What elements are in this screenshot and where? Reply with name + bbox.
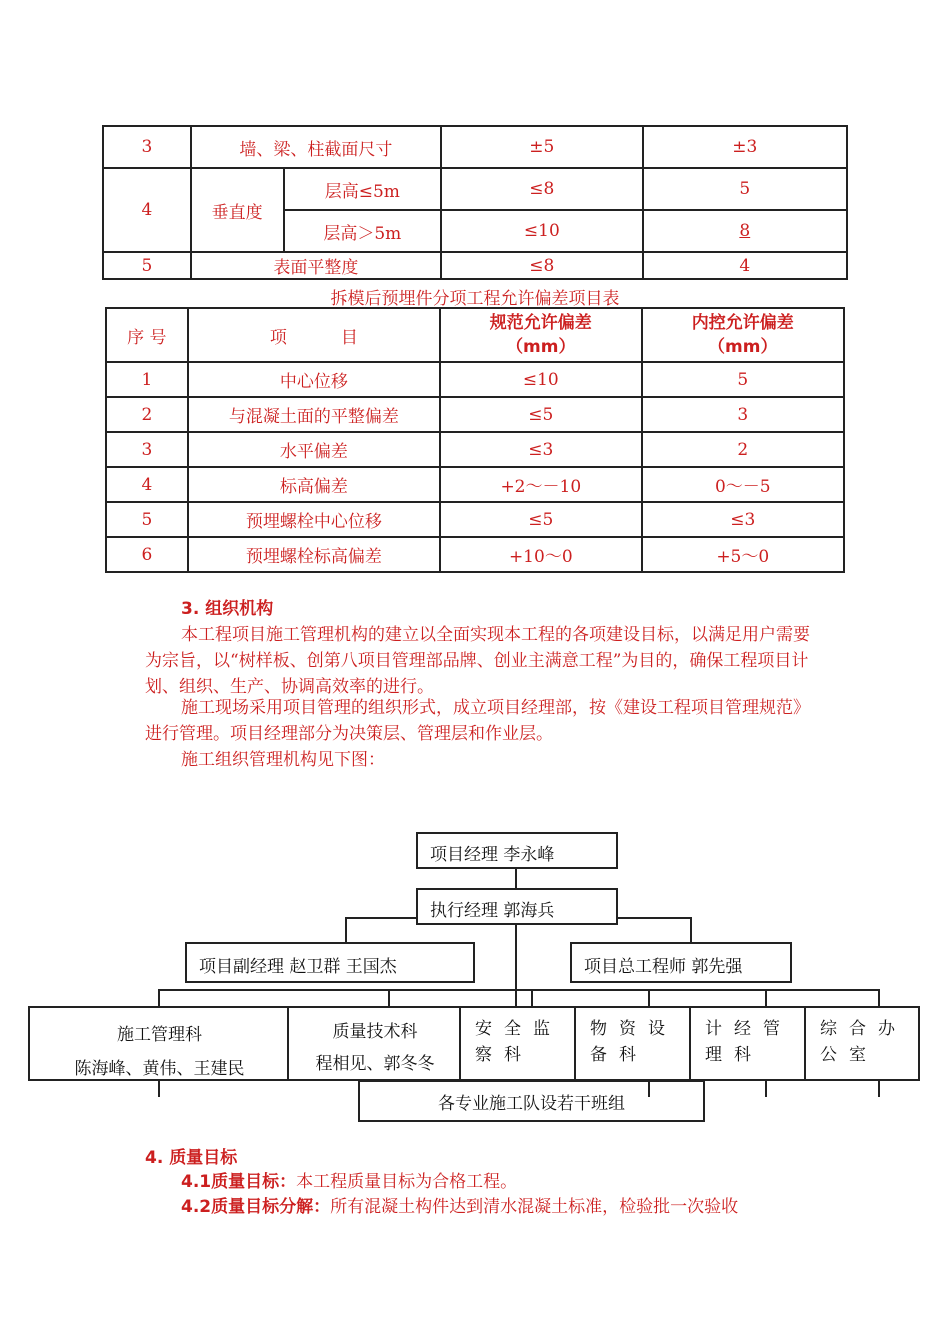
- tolerance-table-2: [105, 307, 845, 573]
- row-ctrl: 8: [643, 210, 847, 252]
- row-item: 墙、梁、柱截面尺寸: [191, 126, 441, 168]
- quality-goal-line-2: [181, 1194, 821, 1220]
- quality-goal-breakdown-label: 4.2质量目标分解：: [181, 1197, 331, 1217]
- header-item: 项 目: [188, 308, 440, 362]
- row-item: 标高偏差: [188, 467, 440, 502]
- row-no: 3: [106, 432, 188, 467]
- section-4-heading: 4. 质量目标: [145, 1148, 238, 1168]
- dept-name: 质量技术科: [332, 1022, 418, 1042]
- dept-materials-equipment: 物资设备科: [574, 1006, 691, 1081]
- org-team-drop: [648, 1081, 650, 1097]
- dept-planning-economics: 计经管理科: [689, 1006, 806, 1081]
- row-std: ≤10: [441, 210, 642, 252]
- org-connector-depts: [158, 989, 880, 991]
- row-ctrl: 3: [642, 397, 844, 432]
- row-no: 1: [106, 362, 188, 397]
- section-3-paragraph-2: 施工现场采用项目管理的组织形式，成立项目经理部，按《建设工程项目管理规范》进行管理。项目经理部分为决策层、管理层和作业层。: [145, 698, 810, 744]
- row-ctrl: +5～0: [642, 537, 844, 572]
- row-no: 6: [106, 537, 188, 572]
- row-std: ≤3: [440, 432, 641, 467]
- row-item: 预埋螺栓标高偏差: [188, 537, 440, 572]
- org-connector-left-drop: [345, 917, 347, 943]
- org-connector-right-drop: [690, 917, 692, 943]
- org-team-drop: [765, 1081, 767, 1097]
- org-team-drop: [158, 1081, 160, 1097]
- row-ctrl: ≤3: [642, 502, 844, 537]
- row-ctrl: 4: [643, 252, 847, 279]
- row-no: 5: [106, 502, 188, 537]
- row-no: 4: [103, 168, 191, 252]
- row-ctrl: 5: [643, 168, 847, 210]
- row-std: ≤10: [440, 362, 641, 397]
- table-caption: 拆模后预埋件分项工程允许偏差项目表: [330, 289, 620, 309]
- org-team-drop: [878, 1081, 880, 1097]
- row-item: 预埋螺栓中心位移: [188, 502, 440, 537]
- row-std: +2～－10: [440, 467, 641, 502]
- dept-quality-technology: [287, 1006, 461, 1081]
- row-no: 2: [106, 397, 188, 432]
- tolerance-table-1: [102, 125, 848, 280]
- deputy-manager-box: 项目副经理 赵卫群 王国杰: [185, 942, 475, 983]
- quality-goal-text: 本工程质量目标为合格工程。: [296, 1172, 518, 1192]
- quality-goal-label: 4.1质量目标：: [181, 1172, 297, 1192]
- dept-people: 程相见、郭冬冬: [315, 1054, 435, 1074]
- row-ctrl: 0～－5: [642, 467, 844, 502]
- row-ctrl: ±3: [643, 126, 847, 168]
- row-ctrl: 2: [642, 432, 844, 467]
- row-std: +10～0: [440, 537, 641, 572]
- row-item: 垂直度: [191, 168, 284, 252]
- row-item: 中心位移: [188, 362, 440, 397]
- header-ctrl: 内控允许偏差 （mm）: [642, 308, 844, 362]
- row-item: 与混凝土面的平整偏差: [188, 397, 440, 432]
- row-item: 表面平整度: [191, 252, 441, 279]
- row-sub: 层高≤5m: [284, 168, 442, 210]
- row-no: 5: [103, 252, 191, 279]
- quality-goal-line-1: [181, 1169, 821, 1195]
- row-std: ≤8: [441, 252, 642, 279]
- section-3-heading: 3. 组织机构: [181, 599, 274, 619]
- dept-general-office: 综合办公室: [804, 1006, 920, 1081]
- construction-teams-box: 各专业施工队设若干班组: [358, 1080, 705, 1122]
- dept-name: 施工管理科: [117, 1025, 202, 1045]
- dept-people: 陈海峰、黄伟、王建民: [74, 1059, 245, 1079]
- row-no: 4: [106, 467, 188, 502]
- executive-manager-box: 执行经理 郭海兵: [416, 888, 618, 925]
- row-no: 3: [103, 126, 191, 168]
- dept-construction-management: [28, 1006, 289, 1081]
- row-sub: 层高＞5m: [284, 210, 442, 252]
- quality-goal-breakdown-text: 所有混凝土构件达到清水混凝土标准，检验批一次验收: [330, 1197, 739, 1217]
- header-no: 序 号: [106, 308, 188, 362]
- project-manager-box: 项目经理 李永峰: [416, 832, 618, 869]
- row-std: ≤5: [440, 502, 641, 537]
- header-std: 规范允许偏差 （mm）: [440, 308, 641, 362]
- section-3-paragraph-1: 本工程项目施工管理机构的建立以全面实现本工程的各项建设目标，以满足用户需要为宗旨，以“树样板、创第八项目管理部品牌、创业主满意工程”为目的，确保工程项目计划、组织、生产、协调高效率的进行。: [145, 625, 810, 697]
- row-item: 水平偏差: [188, 432, 440, 467]
- dept-safety-inspection: 安全监察科: [459, 1006, 576, 1081]
- row-std: ≤8: [441, 168, 642, 210]
- row-std: ≤5: [440, 397, 641, 432]
- section-3-paragraph-3: 施工组织管理机构见下图：: [181, 750, 385, 770]
- row-ctrl: 5: [642, 362, 844, 397]
- row-std: ±5: [441, 126, 642, 168]
- chief-engineer-box: 项目总工程师 郭先强: [570, 942, 792, 983]
